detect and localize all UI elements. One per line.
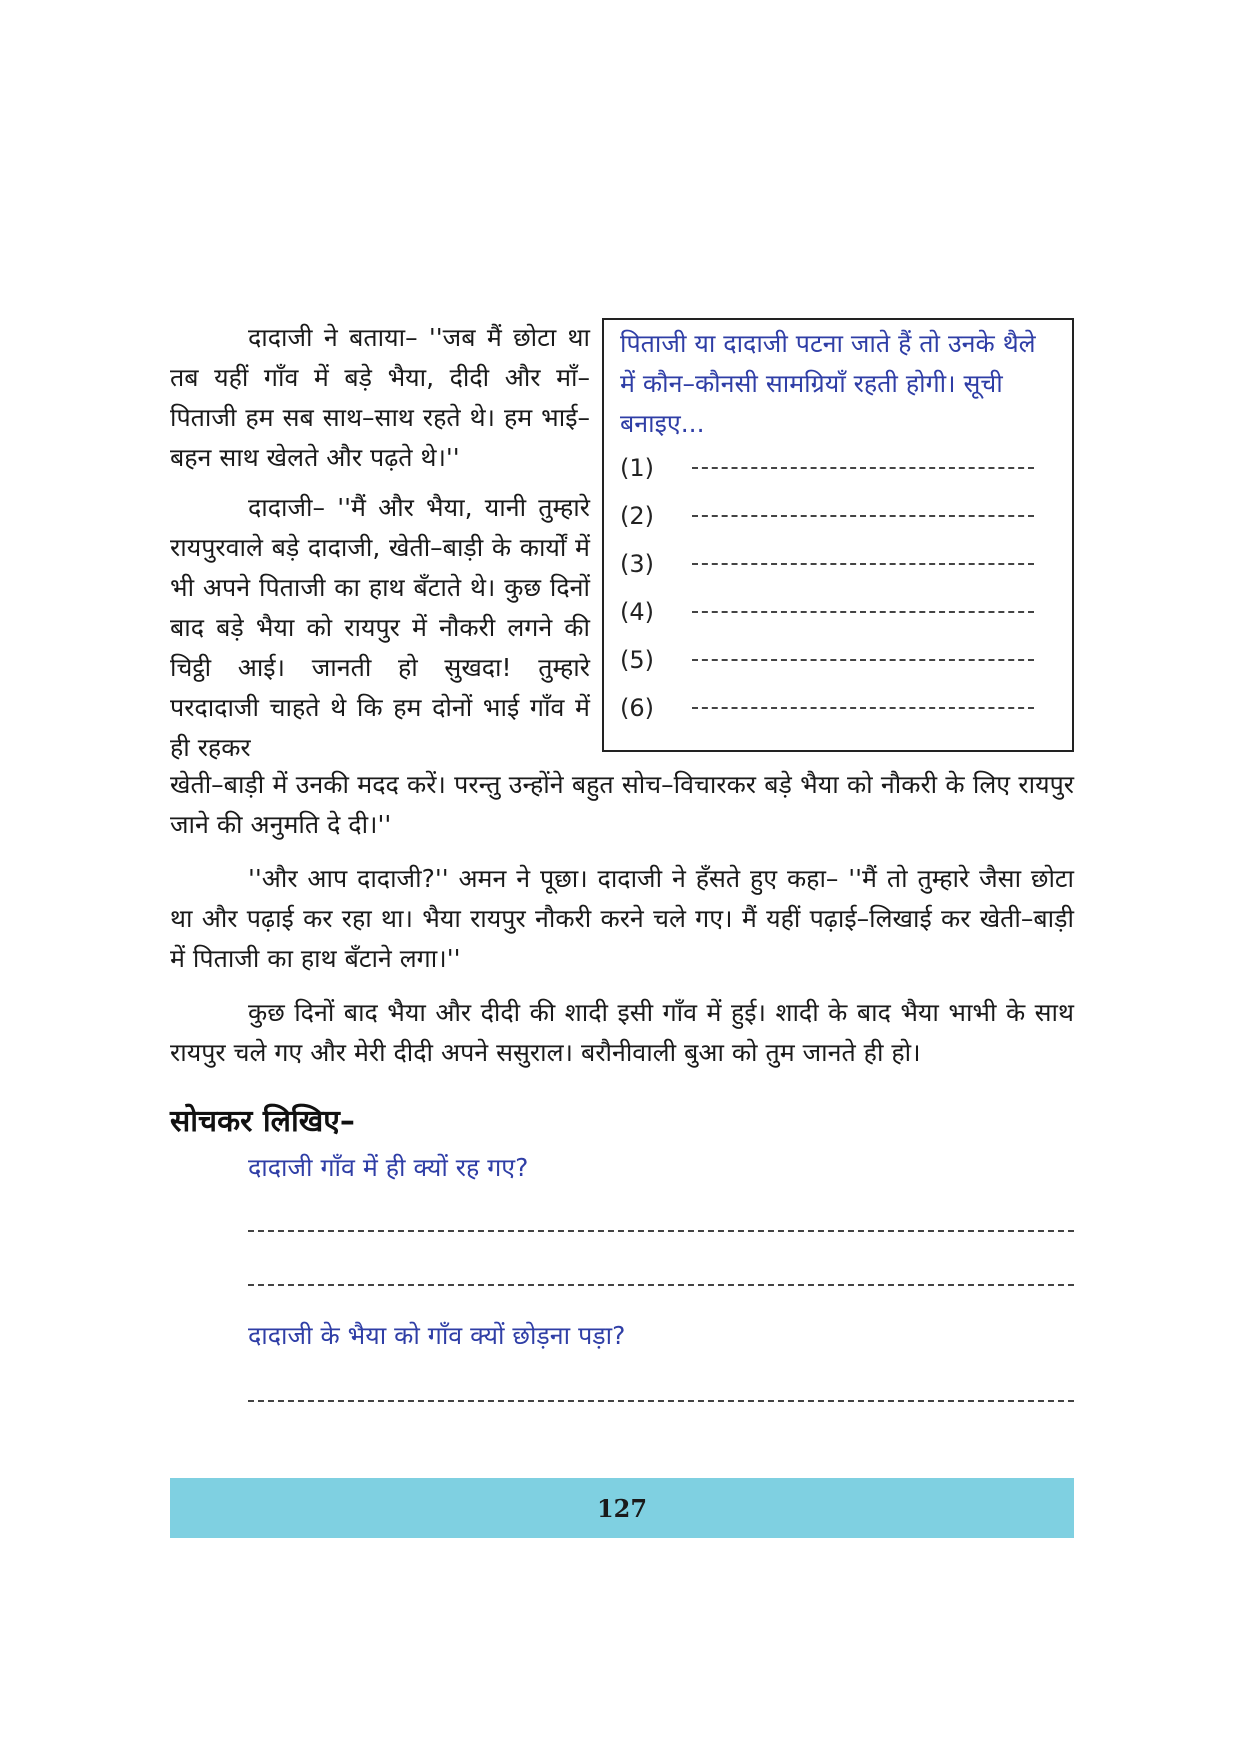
story-paragraph-4: कुछ दिनों बाद भैया और दीदी की शादी इसी गाँव में हुई। शादी के बाद भैया भाभी के साथ रायपुर चले गए और मेरी दीदी अपने ससुराल। बरौनीवाली बुआ को तुम जानते ही हो।: [170, 998, 1074, 1067]
list-item-number: (5): [620, 646, 654, 674]
list-item: [620, 540, 1056, 588]
answer-blank: [692, 611, 1034, 613]
activity-question: पिताजी या दादाजी पटना जाते हैं तो उनके थैले में कौन–कौनसी सामग्रियाँ रहती होगी। सूची बनाइए...: [620, 329, 1036, 438]
answer-line[interactable]: [248, 1230, 1074, 1232]
story-continuation: [170, 765, 1074, 1402]
exercise-heading: सोचकर लिखिए–: [170, 1104, 355, 1139]
answer-blank: [692, 659, 1034, 661]
page-content: [170, 318, 1074, 1402]
list-item-number: (4): [620, 598, 654, 626]
list-item: [620, 492, 1056, 540]
list-item-number: (3): [620, 550, 654, 578]
answer-blank: [692, 467, 1034, 469]
story-paragraph-2-start: दादाजी– ''मैं और भैया, यानी तुम्हारे रायपुरवाले बड़े दादाजी, खेती–बाड़ी के कार्यों में भी अपने पिताजी का हाथ बँटाते थे। कुछ दिनों बाद बड़े भैया को रायपुर में नौकरी लगने की चिट्ठी आई। जानती हो सुखदा! तुम्हारे परदादाजी चाहते थे कि हम दोनों भाई गाँव में ही रहकर: [170, 493, 590, 762]
list-item-number: (6): [620, 694, 654, 722]
page-number: 127: [596, 1493, 648, 1523]
list-item-number: (2): [620, 502, 654, 530]
answer-blank: [692, 707, 1034, 709]
answer-line[interactable]: [248, 1284, 1074, 1286]
list-item: [620, 684, 1056, 732]
story-paragraph-2-end: खेती–बाड़ी में उनकी मदद करें। परन्तु उन्होंने बहुत सोच–विचारकर बड़े भैया को नौकरी के लिए रायपुर जाने की अनुमति दे दी।'': [170, 770, 1074, 839]
exercise-question-2: दादाजी के भैया को गाँव क्यों छोड़ना पड़ा?: [248, 1321, 626, 1350]
top-section: [170, 318, 1074, 773]
story-paragraph-1: दादाजी ने बताया– ''जब मैं छोटा था तब यहीं गाँव में बड़े भैया, दीदी और माँ–पिताजी हम सब साथ–साथ रहते थे। हम भाई–बहन साथ खेलते और पढ़ते थे।'': [170, 323, 590, 472]
list-item: [620, 444, 1056, 492]
list-item: [620, 588, 1056, 636]
answer-blank: [692, 515, 1034, 517]
list-item: [620, 636, 1056, 684]
activity-box: [602, 318, 1074, 752]
story-paragraph-3: ''और आप दादाजी?'' अमन ने पूछा। दादाजी ने हँसते हुए कहा– ''मैं तो तुम्हारे जैसा छोटा था और पढ़ाई कर रहा था। भैया रायपुर नौकरी करने चले गए। मैं यहीं पढ़ाई–लिखाई कर खेती–बाड़ी में पिताजी का हाथ बँटाने लगा।'': [170, 864, 1074, 973]
page-footer-bar: [170, 1478, 1074, 1538]
exercise-question-1: दादाजी गाँव में ही क्यों रह गए?: [248, 1153, 529, 1182]
left-text-column: [170, 318, 590, 768]
answer-blank: [692, 563, 1034, 565]
list-item-number: (1): [620, 454, 654, 482]
answer-line[interactable]: [248, 1400, 1074, 1402]
